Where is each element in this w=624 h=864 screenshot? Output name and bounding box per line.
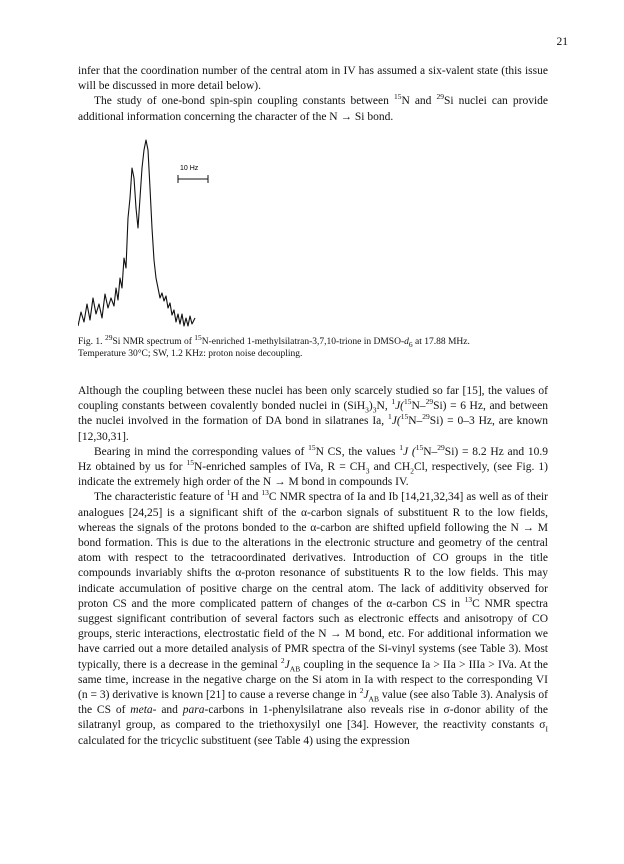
bottom-text bbox=[78, 384, 548, 749]
paragraph-5: The characteristic feature of $^1$H and $^{13}$C NMR spectra of Ia and Ib [14,21,32,34] as well as of their analogues [24,25] is a significant shift of the α-carbon signals of substituent R to the low fields, whereas the signals of the protons bonded to the α-carbon are shifted upfield following the N → M bond formation. This is due to the alterations in the electronic structure and geometry of the central atom with respect to the tetracoordinated derivatives. Introduction of CO groups in the title compounds invariably shifts the α-proton resonance of substituents R to the low fields. This may indicate accumulation of positive charge on the central atom. The lack of additivity observed for proton CS and the more complicated pattern of changes of the α-carbon CS in $^{13}$C NMR spectra suggest significant contribution of several factors such as electronic effects and anisotropy of CO groups, steric interactions, electrostatic field of the N → M bond, etc. For additional information we have carried out a more detailed analysis of PMR spectra of the Si-vinyl systems (see Table 3). Most typically, there is a decrease in the geminal $^2J_{AB}$ coupling in the sequence Ia > IIa > IIIa > IVa. At the same time, increase in the negative charge on the Si atom in Ia with respect to the corresponding VI (n = 3) derivative is known [21] to cause a reverse change in $^2J_{AB}$ value (see also Table 3). Analysis of the CS of meta- and para-carbons in 1-phenylsilatrane also reveals rise in σ-donor ability of the silatranyl group, as compared to the triethoxysilyl one [34]. However, the reactivity constants $\sigma_I$ calculated for the tricyclic substituent (see Table 4) using the expression bbox=[78, 488, 549, 747]
nmr-spectrum-plot bbox=[78, 138, 548, 338]
figure-caption bbox=[78, 332, 558, 360]
paragraph-4: Bearing in mind the corresponding values of $^{15}$N CS, the values $^1$J ($^{15}$N–$^{29}$Si) = 8.2 Hz and 10.9 Hz obtained by us for $^{15}$N-enriched samples of IVa, $R = CH_3$ and $CH_2Cl$, respectively, (see Fig. 1) indicate the extremely high order of the N → M bond in compounds IV. bbox=[78, 442, 548, 489]
spectrum-trace bbox=[78, 140, 195, 326]
page-number: 21 bbox=[556, 36, 568, 48]
scale-label: 10 Hz bbox=[180, 165, 199, 172]
caption-line-1: Fig. 1. $^{29}$Si NMR spectrum of $^{15}$N-enriched 1-methylsilatran-3,7,10-trione in DMSO-$d_6$ at 17.88 MHz. bbox=[78, 332, 470, 349]
caption-line-2: Temperature 30°C; SW, 1.2 KHz: proton noise decoupling. bbox=[78, 349, 303, 359]
paragraph-1: infer that the coordination number of the central atom in IV has assumed a six-valent state (this issue will be discussed in more detail below). bbox=[78, 65, 548, 93]
paragraph-3: Although the coupling between these nuclei has been only scarcely studied so far [15], the values of coupling constants between covalently bonded nuclei in $(SiH_3)_3N$, $^1$J($^{15}$N–$^{29}$Si) = 6 Hz, and between the nuclei involved in the formation of DA bond in silatranes Ia, $^1$J($^{15}$N–$^{29}$Si) = 0–3 Hz, are known [12,30,31]. bbox=[78, 385, 548, 443]
top-text bbox=[78, 64, 548, 125]
nmr-spectrum-figure bbox=[78, 138, 548, 338]
paragraph-2: The study of one-bond spin-spin coupling constants between $^{15}$N and $^{29}$Si nuclei can provide additional information concerning the character of the N → Si bond. bbox=[78, 92, 548, 123]
